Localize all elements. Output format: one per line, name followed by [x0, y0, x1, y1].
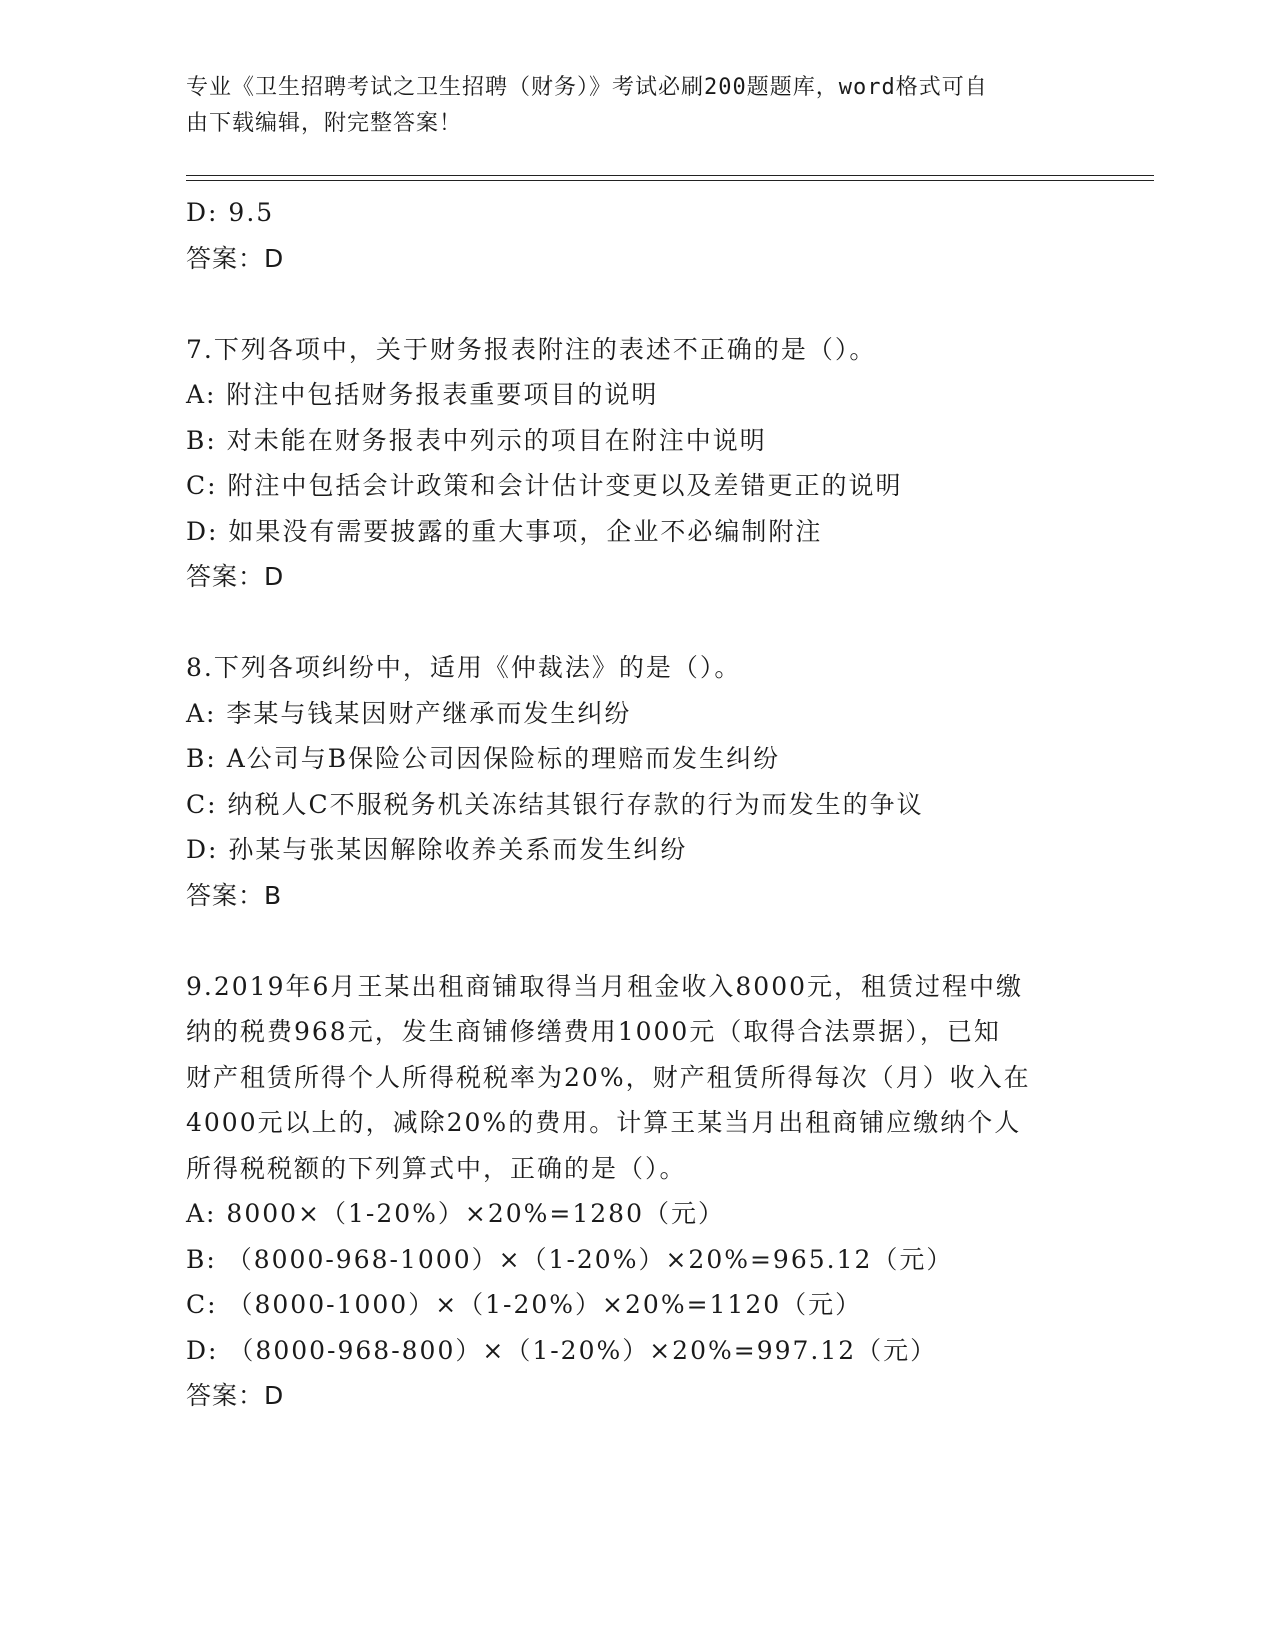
question-stem [186, 964, 1086, 1192]
answer: 答案：B [186, 880, 283, 910]
answer: 答案：D [186, 1381, 285, 1410]
answer: 答案：D [186, 243, 285, 273]
option-d: D: 9.5 [186, 198, 275, 227]
option-d: D: 孙某与张某因解除收养关系而发生纠纷 [186, 835, 688, 864]
question-stem-line: 所得税税额的下列算式中，正确的是（）。 [186, 1153, 687, 1183]
question-7 [186, 327, 1086, 600]
question-stem: 8.下列各项纠纷中，适用《仲裁法》的是（）。 [186, 653, 742, 682]
option-c: C: 附注中包括会计政策和会计估计变更以及差错更正的说明 [186, 471, 903, 500]
question-stem-line: 财产租赁所得个人所得税税率为20%，财产租赁所得每次（月）收入在 [186, 1062, 1031, 1092]
question-stem-line: 纳的税费968元，发生商铺修缮费用1000元（取得合法票据），已知 [186, 1017, 1001, 1046]
option-a: A: 李某与钱某因财产继承而发生纠纷 [186, 698, 632, 728]
option-c: C: 纳税人C不服税务机关冻结其银行存款的行为而发生的争议 [186, 789, 924, 819]
header-divider-bottom [186, 180, 1154, 181]
document-body [186, 190, 1086, 1419]
question-9 [186, 964, 1086, 1419]
question-stem: 7.下列各项中，关于财务报表附注的表述不正确的是（）。 [186, 334, 877, 364]
document-header [186, 70, 1086, 142]
header-line-1: 专业《卫生招聘考试之卫生招聘（财务）》考试必刷200题题库，word格式可自 [186, 75, 988, 100]
question-stem-line: 9.2019年6月王某出租商铺取得当月租金收入8000元，租赁过程中缴 [186, 971, 1024, 1001]
option-a: A: 8000×（1-20%）×20%=1280（元） [186, 1199, 725, 1228]
header-divider-top [186, 175, 1154, 176]
question-stem-line: 4000元以上的，减除20%的费用。计算王某当月出租商铺应缴纳个人 [186, 1108, 1022, 1137]
header-line-2: 由下载编辑，附完整答案！ [186, 111, 463, 136]
option-b: B: 对未能在财务报表中列示的项目在附注中说明 [186, 425, 767, 455]
option-a: A: 附注中包括财务报表重要项目的说明 [186, 380, 659, 409]
option-b: B: （8000-968-1000）×（1-20%）×20%=965.12（元） [186, 1244, 954, 1274]
spacer [186, 918, 1086, 964]
question-8 [186, 645, 1086, 918]
option-d: D: （8000-968-800）×（1-20%）×20%=997.12（元） [186, 1335, 938, 1365]
previous-question-tail [186, 190, 1086, 281]
answer: 答案：D [186, 562, 285, 591]
spacer [186, 281, 1086, 327]
option-c: C: （8000-1000）×（1-20%）×20%=1120（元） [186, 1290, 863, 1319]
option-d: D: 如果没有需要披露的重大事项，企业不必编制附注 [186, 516, 823, 546]
spacer [186, 600, 1086, 646]
option-b: B: A公司与B保险公司因保险标的理赔而发生纠纷 [186, 744, 781, 773]
